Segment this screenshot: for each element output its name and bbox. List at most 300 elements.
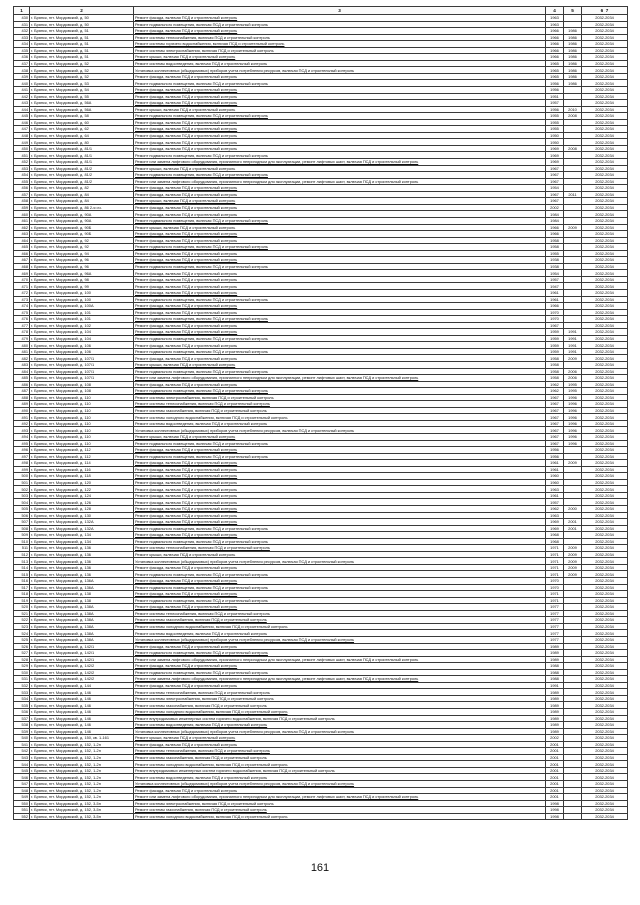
cell-row-number: 527 [14, 650, 30, 657]
cell-repair-year: 1991 [564, 342, 582, 349]
cell-address: г. Брянск, пгт. Мордовский, д. 81/2 [30, 178, 134, 185]
cell-build-year: 1950 [546, 132, 564, 139]
cell-repair-year: 2001 [564, 519, 582, 526]
cell-repair-year: 2009 [564, 551, 582, 558]
cell-row-number: 537 [14, 715, 30, 722]
cell-work-type: Ремонт фасада, включая ПСД и строительный контроль [134, 132, 546, 139]
cell-row-number: 480 [14, 342, 30, 349]
cell-row-number: 531 [14, 676, 30, 683]
cell-planned-period: 2032-2034 [582, 630, 628, 637]
cell-row-number: 482 [14, 355, 30, 362]
cell-work-type: Ремонт крыши, включая ПСД и строительный контроль [134, 165, 546, 172]
cell-address: г. Брянск, пгт. Мордовский, д. 100 [30, 296, 134, 303]
cell-address: г. Брянск, пгт. Мордовский, д. 52 [30, 60, 134, 67]
cell-address: г. Брянск, пгт. Мордовский, д. 81/1 [30, 145, 134, 152]
cell-planned-period: 2032-2034 [582, 643, 628, 650]
cell-row-number: 442 [14, 93, 30, 100]
cell-row-number: 443 [14, 100, 30, 107]
cell-address: г. Брянск, пгт. Мордовский, д. 81/1 [30, 159, 134, 166]
cell-work-type: Ремонт системы холодного водоснабжения, включая ПСД и строительный контроль [134, 761, 546, 768]
cell-address: г. Брянск, пгт. Мордовский, д. 152, 1-2п [30, 780, 134, 787]
cell-row-number: 488 [14, 394, 30, 401]
cell-planned-period: 2032-2034 [582, 525, 628, 532]
cell-work-type: Ремонт системы водоотведения, включая ПСД и строительный контроль [134, 630, 546, 637]
cell-build-year: 1977 [546, 604, 564, 611]
cell-row-number: 500 [14, 473, 30, 480]
cell-work-type: Ремонт крыши, включая ПСД и строительный контроль [134, 434, 546, 441]
cell-planned-period: 2032-2034 [582, 689, 628, 696]
cell-row-number: 526 [14, 643, 30, 650]
cell-planned-period: 2032-2034 [582, 244, 628, 251]
cell-work-type: Ремонт крыши, включая ПСД и строительный контроль [134, 551, 546, 558]
cell-row-number: 468 [14, 263, 30, 270]
cell-work-type: Ремонт подвального помещения, включая ПСД и строительный контроль [134, 152, 546, 159]
cell-address: г. Брянск, пгт. Мордовский, д. 112 [30, 453, 134, 460]
cell-build-year: 1989 [546, 656, 564, 663]
cell-build-year: 1988 [546, 669, 564, 676]
cell-address: г. Брянск, пгт. Мордовский, д. 81/1 [30, 152, 134, 159]
cell-row-number: 491 [14, 414, 30, 421]
cell-repair-year: 1996 [564, 440, 582, 447]
cell-repair-year: 1996 [564, 414, 582, 421]
header-cell-7: 7 [605, 7, 609, 13]
cell-row-number: 463 [14, 231, 30, 238]
cell-repair-year: 1986 [564, 41, 582, 48]
cell-row-number: 493 [14, 427, 30, 434]
cell-planned-period: 2032-2034 [582, 440, 628, 447]
cell-work-type: Ремонт подвального помещения, включая ПСД и строительный контроль [134, 440, 546, 447]
cell-work-type: Ремонт фасада, включая ПСД и строительный контроль [134, 250, 546, 257]
cell-build-year: 1956 [546, 453, 564, 460]
cell-planned-period: 2032-2034 [582, 623, 628, 630]
cell-row-number: 471 [14, 283, 30, 290]
cell-repair-year: 2011 [564, 191, 582, 198]
cell-row-number: 505 [14, 506, 30, 513]
cell-work-type: Ремонт подвального помещения, включая ПСД и строительный контроль [134, 368, 546, 375]
cell-planned-period: 2032-2034 [582, 224, 628, 231]
cell-build-year: 1970 [546, 578, 564, 585]
cell-planned-period: 2032-2034 [582, 178, 628, 185]
cell-work-type: Ремонт системы холодного водоснабжения, включая ПСД и строительный контроль [134, 708, 546, 715]
cell-build-year: 1963 [546, 512, 564, 519]
cell-planned-period: 2032-2034 [582, 780, 628, 787]
cell-repair-year: 1991 [564, 329, 582, 336]
cell-work-type: Ремонт фасада, включая ПСД и строительный контроль [134, 93, 546, 100]
cell-build-year: 1967 [546, 165, 564, 172]
cell-build-year: 1998 [546, 807, 564, 814]
cell-address: г. Брянск, пгт. Мордовский, д. 81/2 [30, 172, 134, 179]
cell-repair-year: 2009 [564, 558, 582, 565]
cell-planned-period: 2032-2034 [582, 80, 628, 87]
cell-work-type: Ремонт фасада, включая ПСД и строительный контроль [134, 126, 546, 133]
cell-work-type: Ремонт фасада, включая ПСД и строительный контроль [134, 532, 546, 539]
cell-row-number: 445 [14, 113, 30, 120]
cell-address: г. Брянск, пгт. Мордовский, д. 122 [30, 486, 134, 493]
cell-work-type: Ремонт фасада, включая ПСД и строительный контроль [134, 604, 546, 611]
cell-work-type: Ремонт подвального помещения, включая ПСД и строительный контроль [134, 669, 546, 676]
cell-row-number: 546 [14, 774, 30, 781]
cell-row-number: 475 [14, 309, 30, 316]
cell-repair-year: 2001 [564, 525, 582, 532]
cell-planned-period: 2032-2034 [582, 41, 628, 48]
cell-planned-period: 2032-2034 [582, 283, 628, 290]
cell-row-number: 485 [14, 375, 30, 382]
cell-build-year: 2001 [546, 754, 564, 761]
cell-build-year: 1957 [546, 499, 564, 506]
cell-row-number: 494 [14, 434, 30, 441]
cell-address: г. Брянск, пгт. Мордовский, д. 90А [30, 217, 134, 224]
cell-planned-period: 2032-2034 [582, 172, 628, 179]
cell-address: г. Брянск, пгт. Мордовский, д. 138А [30, 623, 134, 630]
cell-row-number: 496 [14, 447, 30, 454]
cell-row-number: 519 [14, 597, 30, 604]
cell-work-type: Установка коллективных (общедомовых) приборов учета потребления ресурсов, включая ПСД и строительный контроль [134, 780, 546, 787]
cell-row-number: 524 [14, 630, 30, 637]
repair-table [13, 6, 628, 820]
cell-row-number: 518 [14, 591, 30, 598]
cell-work-type: Ремонт фасада, включая ПСД и строительный контроль [134, 303, 546, 310]
cell-planned-period: 2032-2034 [582, 447, 628, 454]
cell-address: г. Брянск, пгт. Мордовский, д. 152, 1-2п [30, 787, 134, 794]
cell-work-type: Ремонт или замена лифтового оборудования, признанного непригодным для эксплуатации, ремонт лифтовых шахт, включая ПСД и строительный контроль [134, 178, 546, 185]
cell-build-year: 1967 [546, 172, 564, 179]
cell-work-type: Ремонт фасада, включая ПСД и строительный контроль [134, 28, 546, 35]
cell-row-number: 458 [14, 198, 30, 205]
cell-address: г. Брянск, пгт. Мордовский, д. 142/2 [30, 676, 134, 683]
cell-row-number: 478 [14, 329, 30, 336]
cell-work-type: Ремонт фасада, включая ПСД и строительный контроль [134, 289, 546, 296]
cell-row-number: 542 [14, 748, 30, 755]
cell-address: г. Брянск, пгт. Мордовский, д. 50 [30, 15, 134, 22]
cell-build-year: 1989 [546, 708, 564, 715]
cell-planned-period: 2032-2034 [582, 237, 628, 244]
cell-build-year: 1967 [546, 401, 564, 408]
cell-address: г. Брянск, пгт. Мордовский, д. 132А [30, 525, 134, 532]
cell-work-type: Ремонт системы теплоснабжения, включая ПСД и строительный контроль [134, 610, 546, 617]
cell-planned-period: 2032-2034 [582, 335, 628, 342]
cell-repair-year: 1996 [564, 427, 582, 434]
cell-work-type: Ремонт системы холодного водоснабжения, включая ПСД и строительный контроль [134, 623, 546, 630]
cell-planned-period: 2032-2034 [582, 466, 628, 473]
header-cell-2: 2 [30, 7, 134, 15]
cell-row-number: 477 [14, 322, 30, 329]
cell-planned-period: 2032-2034 [582, 564, 628, 571]
cell-planned-period: 2032-2034 [582, 28, 628, 35]
cell-build-year: 1989 [546, 650, 564, 657]
cell-planned-period: 2032-2034 [582, 492, 628, 499]
cell-address: г. Брянск, пгт. Мордовский, д. 146 [30, 702, 134, 709]
cell-build-year: 1959 [546, 342, 564, 349]
cell-build-year: 1989 [546, 689, 564, 696]
cell-row-number: 484 [14, 368, 30, 375]
cell-planned-period: 2032-2034 [582, 506, 628, 513]
cell-work-type: Ремонт фасада, включая ПСД и строительный контроль [134, 257, 546, 264]
cell-build-year: 2001 [546, 780, 564, 787]
cell-build-year: 1958 [546, 361, 564, 368]
cell-address: г. Брянск, пгт. Мордовский, д. 81/2 [30, 165, 134, 172]
cell-planned-period: 2032-2034 [582, 728, 628, 735]
cell-work-type: Ремонт системы теплоснабжения, включая ПСД и строительный контроль [134, 401, 546, 408]
cell-work-type: Ремонт фасада, включая ПСД и строительный контроль [134, 87, 546, 94]
cell-repair-year: 2006 [564, 368, 582, 375]
cell-planned-period: 2032-2034 [582, 73, 628, 80]
cell-work-type: Ремонт фасада, включая ПСД и строительный контроль [134, 787, 546, 794]
cell-build-year: 1969 [546, 525, 564, 532]
cell-repair-year: 1986 [564, 60, 582, 67]
cell-address: г. Брянск, пгт. Мордовский, д. 136 [30, 551, 134, 558]
cell-row-number: 486 [14, 381, 30, 388]
cell-build-year: 1959 [546, 348, 564, 355]
header-cell-3: 3 [134, 7, 546, 15]
cell-address: г. Брянск, пгт. Мордовский, д. 136А [30, 584, 134, 591]
header-cell-4: 4 [546, 7, 564, 15]
cell-work-type: Ремонт фасада, включая ПСД и строительный контроль [134, 466, 546, 473]
cell-work-type: Ремонт фасада, включая ПСД и строительный контроль [134, 73, 546, 80]
cell-planned-period: 2032-2034 [582, 650, 628, 657]
cell-build-year: 1969 [546, 145, 564, 152]
cell-address: г. Брянск, пгт. Мордовский, д. 107/1 [30, 355, 134, 362]
cell-build-year: 1977 [546, 630, 564, 637]
cell-build-year: 1958 [546, 355, 564, 362]
cell-address: г. Брянск, пгт. Мордовский, д. 152, 1-2п [30, 754, 134, 761]
cell-row-number: 446 [14, 119, 30, 126]
cell-planned-period: 2032-2034 [582, 263, 628, 270]
cell-row-number: 440 [14, 80, 30, 87]
cell-repair-year: 2009 [564, 545, 582, 552]
cell-repair-year: 2009 [564, 460, 582, 467]
cell-planned-period: 2032-2034 [582, 604, 628, 611]
cell-work-type: Ремонт подвального помещения, включая ПСД и строительный контроль [134, 244, 546, 251]
cell-work-type: Ремонт фасада, включая ПСД и строительный контроль [134, 492, 546, 499]
cell-planned-period: 2032-2034 [582, 375, 628, 382]
cell-repair-year: 1996 [564, 407, 582, 414]
cell-planned-period: 2032-2034 [582, 617, 628, 624]
cell-address: г. Брянск, пгт. Мордовский, д. 107/1 [30, 375, 134, 382]
cell-row-number: 506 [14, 512, 30, 519]
cell-address: г. Брянск, пгт. Мордовский, д. 90Б [30, 231, 134, 238]
cell-address: г. Брянск, пгт. Мордовский, д. 100 [30, 289, 134, 296]
cell-address: г. Брянск, пгт. Мордовский, д. 90Б [30, 224, 134, 231]
cell-row-number: 515 [14, 571, 30, 578]
cell-row-number: 508 [14, 525, 30, 532]
cell-build-year: 1955 [546, 113, 564, 120]
cell-row-number: 507 [14, 519, 30, 526]
cell-repair-year: 1986 [564, 80, 582, 87]
cell-work-type: Ремонт или замена лифтового оборудования, признанного непригодным для эксплуатации, ремонт лифтовых шахт, включая ПСД и строительный контроль [134, 656, 546, 663]
cell-repair-year: 1995 [564, 388, 582, 395]
document-sheet [13, 6, 627, 820]
cell-work-type: Ремонт системы теплоснабжения, включая ПСД и строительный контроль [134, 545, 546, 552]
cell-work-type: Ремонт системы газоснабжения, включая ПСД и строительный контроль [134, 617, 546, 624]
cell-build-year: 1961 [546, 492, 564, 499]
cell-repair-year: 2010 [564, 106, 582, 113]
cell-work-type: Ремонт или замена лифтового оборудования, признанного непригодным для эксплуатации, ремонт лифтовых шахт, включая ПСД и строительный контроль [134, 375, 546, 382]
cell-address: г. Брянск, пгт. Мордовский, д. 94 [30, 250, 134, 257]
cell-work-type: Ремонт фасада, включая ПСД и строительный контроль [134, 355, 546, 362]
cell-address: г. Брянск, пгт. Мордовский, д. 101 [30, 309, 134, 316]
cell-build-year: 1971 [546, 591, 564, 598]
cell-address: г. Брянск, пгт. Мордовский, д. 110 [30, 414, 134, 421]
cell-address: г. Брянск, пгт. Мордовский, д. 142/1 [30, 656, 134, 663]
cell-row-number: 533 [14, 689, 30, 696]
cell-build-year: 1956 [546, 447, 564, 454]
cell-address: г. Брянск, пгт. Мордовский, д. 152, 1-2п [30, 741, 134, 748]
cell-work-type: Ремонт фасада, включая ПСД и строительный контроль [134, 185, 546, 192]
cell-work-type: Ремонт фасада, включая ПСД и строительный контроль [134, 499, 546, 506]
cell-build-year: 1967 [546, 178, 564, 185]
cell-build-year: 1961 [546, 466, 564, 473]
cell-work-type: Ремонт подвального помещения, включая ПСД и строительный контроль [134, 650, 546, 657]
cell-build-year: 1958 [546, 375, 564, 382]
cell-build-year: 1966 [546, 54, 564, 61]
cell-address: г. Брянск, пгт. Мордовский, д. 51 [30, 41, 134, 48]
cell-planned-period: 2032-2034 [582, 126, 628, 133]
cell-row-number: 528 [14, 656, 30, 663]
cell-build-year: 2002 [546, 204, 564, 211]
cell-address: г. Брянск, пгт. Мордовский, д. 110 [30, 407, 134, 414]
cell-work-type: Ремонт фасада, включая ПСД и строительный контроль [134, 283, 546, 290]
cell-row-number: 437 [14, 60, 30, 67]
cell-address: г. Брянск, пгт. Мордовский, д. 56А [30, 106, 134, 113]
cell-work-type: Ремонт крыши, включая ПСД и строительный контроль [134, 224, 546, 231]
cell-row-number: 453 [14, 165, 30, 172]
cell-row-number: 461 [14, 217, 30, 224]
cell-planned-period: 2032-2034 [582, 722, 628, 729]
cell-planned-period: 2032-2034 [582, 152, 628, 159]
cell-build-year: 1950 [546, 139, 564, 146]
cell-planned-period: 2032-2034 [582, 597, 628, 604]
cell-work-type: Ремонт подвального помещения, включая ПСД и строительный контроль [134, 597, 546, 604]
cell-build-year: 1967 [546, 434, 564, 441]
cell-work-type: Ремонт подвального помещения, включая ПСД и строительный контроль [134, 80, 546, 87]
cell-address: г. Брянск, пгт. Мордовский, д. 152, 1-2п [30, 794, 134, 801]
cell-planned-period: 2032-2034 [582, 191, 628, 198]
cell-repair-year: 1991 [564, 348, 582, 355]
cell-row-number: 548 [14, 787, 30, 794]
cell-row-number: 460 [14, 211, 30, 218]
cell-row-number: 448 [14, 132, 30, 139]
cell-build-year: 1966 [546, 41, 564, 48]
cell-row-number: 523 [14, 623, 30, 630]
cell-build-year: 2001 [546, 794, 564, 801]
cell-planned-period: 2032-2034 [582, 361, 628, 368]
cell-build-year: 1977 [546, 617, 564, 624]
cell-planned-period: 2032-2034 [582, 414, 628, 421]
cell-build-year: 1971 [546, 571, 564, 578]
cell-row-number: 433 [14, 34, 30, 41]
cell-repair-year: 1995 [564, 381, 582, 388]
cell-address: г. Брянск, пгт. Мордовский, д. 152, 1-2п [30, 767, 134, 774]
cell-build-year: 1957 [546, 276, 564, 283]
cell-build-year: 1965 [546, 73, 564, 80]
cell-address: г. Брянск, пгт. Мордовский, д. 52 [30, 73, 134, 80]
cell-repair-year: 2009 [564, 355, 582, 362]
cell-address: г. Брянск, пгт. Мордовский, д. 104 [30, 329, 134, 336]
cell-work-type: Ремонт системы газоснабжения, включая ПСД и строительный контроль [134, 807, 546, 814]
cell-row-number: 459 [14, 204, 30, 211]
cell-planned-period: 2032-2034 [582, 231, 628, 238]
cell-work-type: Ремонт фасада, включая ПСД и строительный контроль [134, 145, 546, 152]
cell-planned-period: 2032-2034 [582, 676, 628, 683]
cell-build-year: 1963 [546, 15, 564, 22]
cell-row-number: 462 [14, 224, 30, 231]
cell-planned-period: 2032-2034 [582, 741, 628, 748]
header-cell-5: 5 [564, 7, 582, 15]
cell-row-number: 510 [14, 538, 30, 545]
cell-planned-period: 2032-2034 [582, 460, 628, 467]
cell-work-type: Установка коллективных (общедомовых) приборов учета потребления ресурсов, включая ПСД и строительный контроль [134, 67, 546, 74]
cell-work-type: Установка коллективных (общедомовых) приборов учета потребления ресурсов, включая ПСД и строительный контроль [134, 728, 546, 735]
cell-work-type: Ремонт фасада, включая ПСД и строительный контроль [134, 15, 546, 22]
cell-planned-period: 2032-2034 [582, 145, 628, 152]
cell-row-number: 441 [14, 87, 30, 94]
cell-work-type: Ремонт фасада, включая ПСД и строительный контроль [134, 309, 546, 316]
cell-address: г. Брянск, пгт. Мордовский, д. 80 [30, 139, 134, 146]
cell-address: г. Брянск, пгт. Мордовский, д. 138А [30, 630, 134, 637]
cell-planned-period: 2032-2034 [582, 355, 628, 362]
cell-row-number: 457 [14, 191, 30, 198]
cell-planned-period: 2032-2034 [582, 204, 628, 211]
cell-build-year: 1938 [546, 257, 564, 264]
cell-repair-year: 1986 [564, 73, 582, 80]
cell-planned-period: 2032-2034 [582, 715, 628, 722]
cell-address: г. Брянск, пгт. Мордовский, д. 138А [30, 604, 134, 611]
cell-work-type: Ремонт фасада, включая ПСД и строительный контроль [134, 591, 546, 598]
cell-address: г. Брянск, пгт. Мордовский, д. 146 [30, 722, 134, 729]
cell-work-type: Ремонт системы электроснабжения, включая ПСД и строительный контроль [134, 800, 546, 807]
cell-address: г. Брянск, пгт. Мордовский, д. 136 [30, 558, 134, 565]
cell-build-year: 2001 [546, 761, 564, 768]
cell-planned-period: 2032-2034 [582, 761, 628, 768]
cell-planned-period: 2032-2034 [582, 682, 628, 689]
cell-row-number: 472 [14, 289, 30, 296]
cell-work-type: Ремонт фасада, включая ПСД и строительный контроль [134, 479, 546, 486]
cell-row-number: 543 [14, 754, 30, 761]
cell-build-year: 1967 [546, 407, 564, 414]
cell-address: г. Брянск, пгт. Мордовский, д. 152, 1-2п [30, 774, 134, 781]
cell-address: г. Брянск, пгт. Мордовский, д. 107/1 [30, 361, 134, 368]
cell-row-number: 451 [14, 152, 30, 159]
cell-repair-year: 2009 [564, 224, 582, 231]
cell-build-year: 1966 [546, 303, 564, 310]
cell-planned-period: 2032-2034 [582, 538, 628, 545]
cell-address: г. Брянск, пгт. Мордовский, д. 138 [30, 597, 134, 604]
cell-row-number: 479 [14, 335, 30, 342]
cell-planned-period: 2032-2034 [582, 767, 628, 774]
cell-repair-year: 1996 [564, 434, 582, 441]
cell-address: г. Брянск, пгт. Мордовский, д. 54 [30, 87, 134, 94]
cell-build-year: 1966 [546, 47, 564, 54]
cell-planned-period: 2032-2034 [582, 21, 628, 28]
cell-row-number: 473 [14, 296, 30, 303]
cell-build-year: 1998 [546, 813, 564, 820]
header-cell-6-7 [582, 7, 628, 15]
cell-repair-year: 2000 [564, 506, 582, 513]
cell-planned-period: 2032-2034 [582, 479, 628, 486]
cell-planned-period: 2032-2034 [582, 545, 628, 552]
cell-build-year: 1960 [546, 479, 564, 486]
cell-address: г. Брянск, пгт. Мордовский, д. 134 [30, 538, 134, 545]
cell-work-type: Ремонт системы электроснабжения, включая ПСД и строительный контроль [134, 695, 546, 702]
cell-repair-year: 1986 [564, 34, 582, 41]
cell-address: г. Брянск, пгт. Мордовский, д. 108 [30, 388, 134, 395]
cell-repair-year [564, 813, 582, 820]
cell-row-number: 498 [14, 460, 30, 467]
cell-row-number: 465 [14, 244, 30, 251]
cell-repair-year: 1996 [564, 420, 582, 427]
cell-address: г. Брянск, пгт. Мордовский, д. 152, 3-5п [30, 807, 134, 814]
cell-build-year: 1966 [546, 28, 564, 35]
